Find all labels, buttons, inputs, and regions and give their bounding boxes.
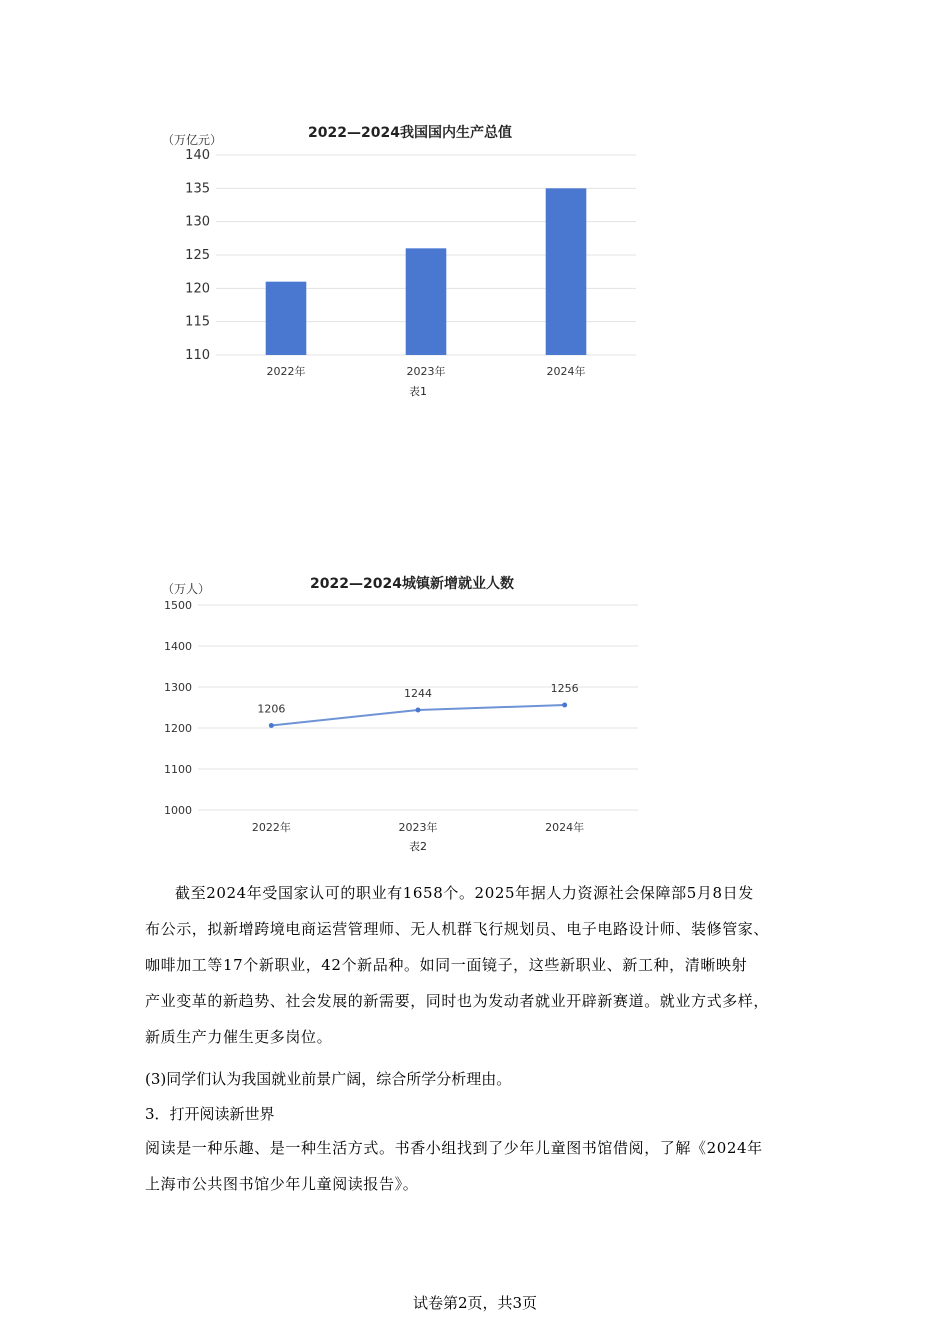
x-tick-label: 2022年 <box>251 821 291 834</box>
y-tick-label: 120 <box>185 281 210 297</box>
paragraph-line: 新质生产力催生更多岗位。 <box>145 1028 333 1046</box>
data-label: 1206 <box>257 702 286 716</box>
y-tick-label: 1300 <box>164 681 192 694</box>
bar <box>266 282 307 355</box>
data-label: 1256 <box>550 682 579 696</box>
x-tick-label: 2024年 <box>546 365 586 378</box>
employment-line-chart <box>140 565 660 855</box>
x-tick-label: 2023年 <box>406 365 446 378</box>
bar <box>546 188 587 355</box>
bar <box>406 248 447 355</box>
y-tick-label: 135 <box>185 181 210 197</box>
data-label: 1244 <box>404 686 432 700</box>
question-3: (3)同学们认为我国就业前景广阔，综合所学分析理由。 <box>145 1070 512 1088</box>
y-tick-label: 140 <box>185 148 210 163</box>
paragraph-reading <box>145 1130 810 1202</box>
y-tick-label: 1000 <box>164 804 192 817</box>
y-tick-label: 115 <box>185 314 210 330</box>
employment-line-chart-svg <box>140 565 660 855</box>
paragraph-line: 阅读是一种乐趣、是一种生活方式。书香小组找到了少年儿童图书馆借阅，了解《2024年 <box>145 1139 763 1157</box>
gdp-bar-chart <box>140 115 660 405</box>
y-tick-label: 1100 <box>164 763 192 776</box>
x-tick-label: 2024年 <box>545 821 585 834</box>
data-point <box>562 703 567 708</box>
chart1-caption: 表1 <box>409 385 427 398</box>
y-tick-label: 110 <box>185 348 210 363</box>
paragraph-line: 产业变革的新趋势、社会发展的新需要，同时也为发动者就业开辟新赛道。就业方式多样， <box>145 992 770 1010</box>
y-tick-label: 1500 <box>164 599 192 612</box>
chart1-title: 2022—2024我国国内生产总值 <box>308 125 512 141</box>
section-3-title: 3．打开阅读新世界 <box>145 1105 275 1123</box>
gdp-bar-chart-svg <box>140 115 660 405</box>
data-point <box>269 723 274 728</box>
paragraph-new-occupations <box>145 875 810 1055</box>
y-tick-label: 130 <box>185 214 210 230</box>
data-point <box>416 707 421 712</box>
chart2-y-unit: （万人） <box>162 582 211 596</box>
page-footer: 试卷第2页，共3页 <box>412 1294 538 1312</box>
chart2-caption: 表2 <box>409 840 427 853</box>
x-tick-label: 2023年 <box>398 821 438 834</box>
paragraph-line: 截至2024年受国家认可的职业有1658个。2025年据人力资源社会保障部5月8日发 <box>175 884 754 902</box>
y-tick-label: 125 <box>185 248 210 263</box>
paragraph-line: 上海市公共图书馆少年儿童阅读报告》。 <box>145 1175 419 1193</box>
y-tick-label: 1400 <box>164 640 192 653</box>
paragraph-line: 咖啡加工等17个新职业，42个新品种。如同一面镜子，这些新职业、新工种，清晰映射 <box>145 956 748 974</box>
chart2-title: 2022—2024城镇新增就业人数 <box>310 576 514 592</box>
x-tick-label: 2022年 <box>266 365 306 378</box>
y-tick-label: 1200 <box>164 722 192 735</box>
paragraph-line: 布公示，拟新增跨境电商运营管理师、无人机群飞行规划员、电子电路设计师、装修管家、 <box>145 920 770 938</box>
chart1-y-unit: （万亿元） <box>162 133 223 147</box>
